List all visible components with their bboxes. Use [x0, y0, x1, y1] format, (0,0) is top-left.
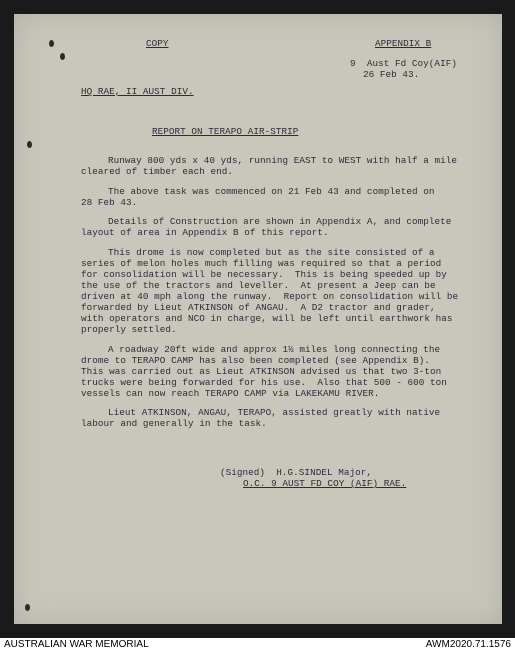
- date-line: 26 Feb 43.: [363, 69, 420, 80]
- paragraph-line: cleared of timber each end.: [81, 166, 233, 177]
- paragraph-line: Runway 800 yds x 40 yds, running EAST to WEST with half a mile: [108, 155, 457, 166]
- report-title: REPORT ON TERAPO AIR-STRIP: [152, 126, 299, 137]
- paragraph-line: layout of area in Appendix B of this report.: [81, 227, 329, 238]
- footer-accession-number: AWM2020.71.1576: [425, 639, 511, 650]
- paragraph-line: This was carried out as Lieut ATKINSON advised us that two 3-ton: [81, 366, 442, 377]
- paragraph-line: drome to TERAPO CAMP has also been completed (see Appendix B).: [81, 355, 430, 366]
- footer-credit: AUSTRALIAN WAR MEMORIAL: [4, 639, 149, 650]
- punch-hole: [27, 141, 32, 148]
- paragraph-line: series of melon holes much filling was required so that a period: [81, 258, 442, 269]
- punch-hole: [25, 604, 30, 611]
- unit-line: 9 Aust Fd Coy(AIF): [350, 58, 457, 69]
- paragraph-line: labour and generally in the task.: [81, 418, 267, 429]
- punch-hole: [49, 40, 54, 47]
- appendix-label: APPENDIX B: [375, 38, 432, 49]
- paragraph-line: driven at 40 mph along the runway. Report on consolidation will be: [81, 291, 459, 302]
- paragraph-line: for consolidation will be necessary. This is being speeded up by: [81, 269, 447, 280]
- addressee: HQ RAE, II AUST DIV.: [81, 86, 194, 97]
- paragraph-line: with operators and NCO in charge, will be left until earthwork has: [81, 313, 453, 324]
- paragraph-line: Lieut ATKINSON, ANGAU, TERAPO, assisted greatly with native: [108, 407, 441, 418]
- copy-label: COPY: [146, 38, 169, 49]
- punch-hole: [60, 53, 65, 60]
- paragraph-line: The above task was commenced on 21 Feb 43 and completed on: [108, 186, 435, 197]
- paragraph-line: vessels can now reach TERAPO CAMP via LAKEKAMU RIVER.: [81, 388, 380, 399]
- paragraph-line: forwarded by Lieut ATKINSON of ANGAU. A D2 tractor and grader,: [81, 302, 436, 313]
- paragraph-line: A roadway 20ft wide and approx 1½ miles long connecting the: [108, 344, 441, 355]
- paragraph-line: Details of Construction are shown in Appendix A, and complete: [108, 216, 452, 227]
- paragraph-line: trucks were being forwarded for his use. Also that 500 - 600 ton: [81, 377, 447, 388]
- paragraph-line: properly settled.: [81, 324, 177, 335]
- signature-title: O.C. 9 AUST FD COY (AIF) RAE.: [243, 478, 407, 489]
- footer-bar: [0, 638, 515, 653]
- paragraph-line: This drome is now completed but as the site consisted of a: [108, 247, 435, 258]
- paragraph-line: the use of the tractors and leveller. At present a Jeep can be: [81, 280, 436, 291]
- signature-line: (Signed) H.G.SINDEL Major,: [220, 467, 372, 478]
- document-page: [14, 14, 502, 624]
- paragraph-line: 28 Feb 43.: [81, 197, 138, 208]
